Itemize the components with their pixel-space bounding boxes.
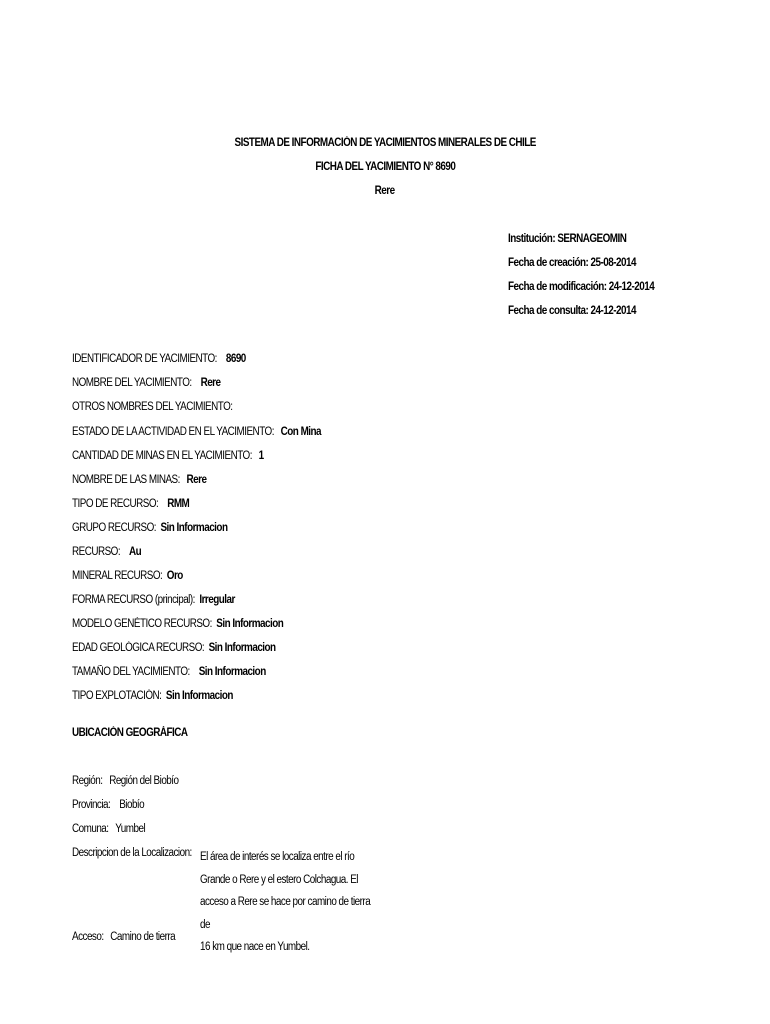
comuna-label: Comuna:	[72, 823, 109, 835]
field-label: MODELO GENÉTICO RECURSO:	[72, 618, 212, 630]
provincia-value: Biobío	[119, 799, 145, 811]
field-row	[72, 666, 266, 678]
field-value: Sin Informacion	[160, 522, 228, 534]
field-label: EDAD GEOLÓGICA RECURSO:	[72, 642, 205, 654]
field-row	[72, 450, 264, 462]
field-value: Sin Informacion	[198, 666, 266, 678]
field-row	[72, 642, 276, 654]
field-row	[72, 570, 183, 582]
descripcion-text	[200, 846, 381, 959]
region-value: Región del Biobío	[109, 775, 179, 787]
provincia-label: Provincia:	[72, 799, 111, 811]
descripcion-line: El área de interés se localiza entre el río	[200, 851, 355, 863]
creation-date-line: Fecha de creación: 25-08-2014	[508, 257, 636, 269]
consultation-date-line: Fecha de consulta: 24-12-2014	[508, 305, 636, 317]
field-row	[72, 498, 189, 510]
document-subtitle-text: FICHA DEL YACIMIENTO N° 8690	[315, 161, 455, 173]
institution-line: Institución: SERNAGEOMIN	[508, 233, 627, 245]
field-label: GRUPO RECURSO:	[72, 522, 156, 534]
field-label: ESTADO DE LA ACTIVIDAD EN EL YACIMIENTO:	[72, 426, 274, 438]
acceso-row	[72, 931, 175, 943]
field-row	[72, 522, 227, 534]
document-title	[0, 137, 770, 149]
provincia-row	[72, 799, 144, 811]
field-value: Oro	[166, 570, 183, 582]
field-row	[72, 377, 220, 389]
field-row	[72, 594, 235, 606]
field-label: IDENTIFICADOR DE YACIMIENTO:	[72, 353, 217, 365]
field-label: NOMBRE DE LAS MINAS:	[72, 474, 180, 486]
descripcion-label: Descripcion de la Localizacion:	[72, 847, 192, 859]
field-label: TAMAÑO DEL YACIMIENTO:	[72, 666, 190, 678]
field-value: Con Mina	[280, 426, 322, 438]
field-value: Rere	[200, 377, 221, 389]
field-value: Irregular	[199, 594, 235, 606]
comuna-row	[72, 823, 145, 835]
comuna-value: Yumbel	[115, 823, 146, 835]
document-subtitle	[0, 161, 770, 173]
acceso-label: Acceso:	[72, 931, 104, 943]
field-label: FORMA RECURSO (principal):	[72, 594, 195, 606]
field-value: Sin Informacion	[165, 690, 233, 702]
field-value: Rere	[186, 474, 207, 486]
field-label: RECURSO:	[72, 546, 121, 558]
deposit-name-heading-text: Rere	[375, 185, 395, 197]
field-value: 8690	[225, 353, 246, 365]
field-value: Sin Informacion	[216, 618, 284, 630]
deposit-name-heading	[0, 185, 770, 197]
field-label: CANTIDAD DE MINAS EN EL YACIMIENTO:	[72, 450, 252, 462]
field-row	[72, 426, 321, 438]
descripcion-line: Grande o Rere y el estero Colchagua. El	[200, 873, 358, 886]
descripcion-line: acceso a Rere se hace por camino de tierra de	[200, 896, 371, 931]
field-row	[72, 690, 233, 702]
document-title-text: SISTEMA DE INFORMACIÓN DE YACIMIENTOS MINERALES DE CHILE	[234, 137, 536, 149]
field-label: NOMBRE DEL YACIMIENTO:	[72, 377, 192, 389]
field-label: MINERAL RECURSO:	[72, 570, 163, 582]
modification-date-line: Fecha de modificación: 24-12-2014	[508, 281, 655, 293]
descripcion-line: 16 km que nace en Yumbel.	[200, 941, 310, 953]
field-label: OTROS NOMBRES DEL YACIMIENTO:	[72, 401, 233, 413]
field-row	[72, 618, 283, 630]
field-value: Sin Informacion	[208, 642, 276, 654]
field-value: 1	[258, 450, 264, 462]
section-title-ubicacion: UBICACIÓN GEOGRÁFICA	[72, 727, 188, 739]
field-row	[72, 546, 141, 558]
field-value: Au	[129, 546, 142, 558]
field-row	[72, 401, 241, 413]
region-row	[72, 775, 179, 787]
field-row	[72, 353, 246, 365]
field-value: RMM	[167, 498, 190, 510]
field-label: TIPO EXPLOTACIÓN:	[72, 690, 162, 702]
acceso-value: Camino de tierra	[110, 931, 176, 943]
field-row	[72, 474, 206, 486]
region-label: Región:	[72, 775, 103, 787]
field-label: TIPO DE RECURSO:	[72, 498, 159, 510]
